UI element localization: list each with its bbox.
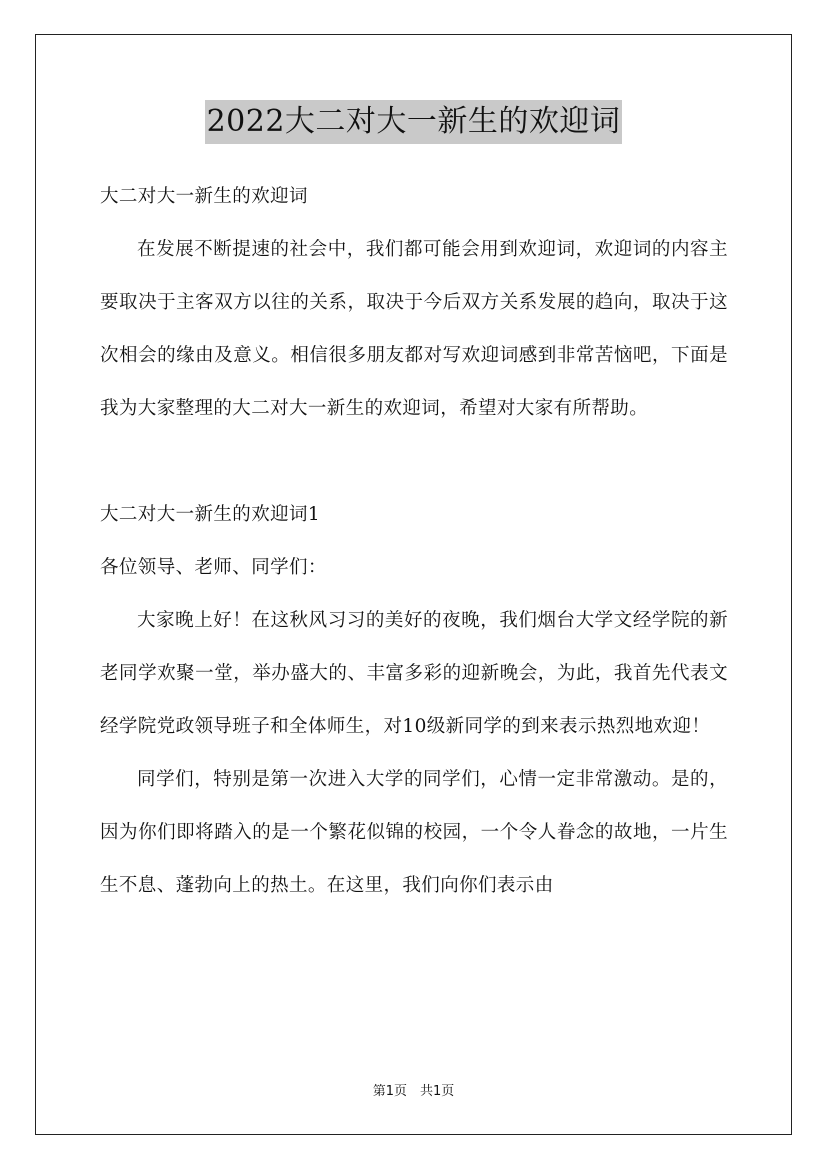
salutation: 各位领导、老师、同学们： — [100, 557, 327, 578]
document-body — [100, 170, 728, 912]
subtitle: 大二对大一新生的欢迎词 — [100, 186, 308, 207]
document-title: 2022大二对大一新生的欢迎词 — [205, 100, 623, 144]
title-container — [0, 100, 827, 144]
page-footer: 第1页 共1页 — [372, 1084, 455, 1099]
body-paragraph-1: 大家晚上好！在这秋风习习的美好的夜晚，我们烟台大学文经学院的新老同学欢聚一堂，举办盛大的、丰富多彩的迎新晚会，为此，我首先代表文经学院党政领导班子和全体师生，对10级新同学的到来表示热烈地欢迎！ — [100, 610, 728, 737]
section-heading-1: 大二对大一新生的欢迎词1 — [100, 504, 321, 525]
intro-paragraph: 在发展不断提速的社会中，我们都可能会用到欢迎词，欢迎词的内容主要取决于主客双方以往的关系，取决于今后双方关系发展的趋向，取决于这次相会的缘由及意义。相信很多朋友都对写欢迎词感到非常苦恼吧，下面是我为大家整理的大二对大一新生的欢迎词，希望对大家有所帮助。 — [100, 239, 728, 419]
paragraph-gap — [100, 435, 728, 488]
body-paragraph-2: 同学们，特别是第一次进入大学的同学们，心情一定非常激动。是的，因为你们即将踏入的是一个繁花似锦的校园，一个令人眷念的故地，一片生生不息、蓬勃向上的热土。在这里，我们向你们表示由 — [100, 769, 728, 896]
